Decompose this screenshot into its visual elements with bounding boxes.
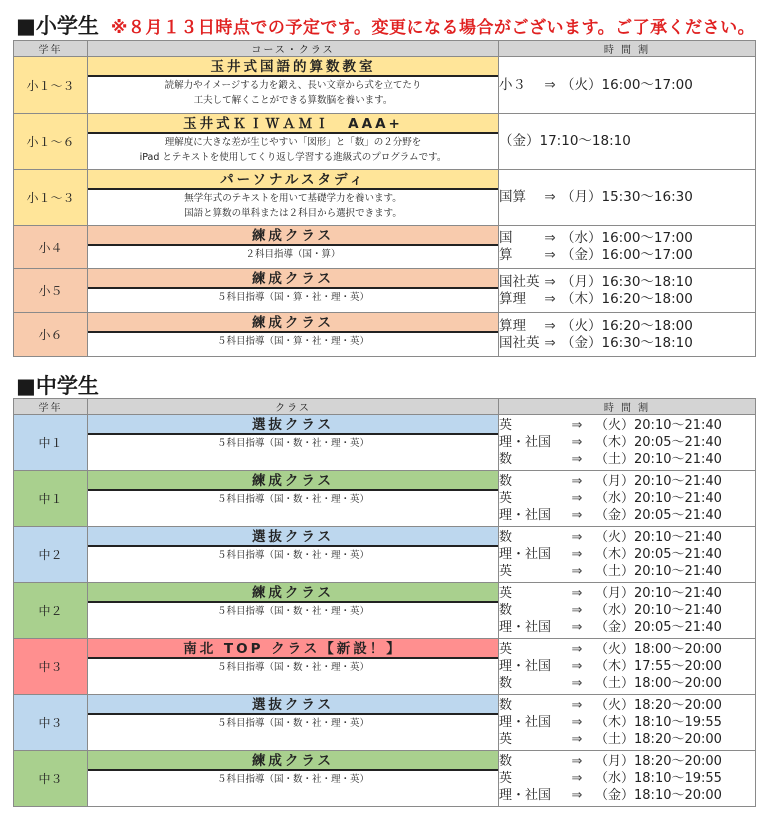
- day-label: （木）: [561, 290, 602, 307]
- day-label: （月）: [561, 273, 602, 290]
- day-label: （土）: [595, 732, 635, 747]
- arrow-icon: ⇒: [571, 547, 583, 562]
- arrow-icon: ⇒: [571, 435, 583, 450]
- times-header: 時 間 割: [499, 41, 756, 57]
- course-description: ５科目指導（国・数・社・理・英）: [216, 662, 369, 673]
- course-description: ５科目指導（国・数・社・理・英）: [216, 606, 369, 617]
- grade-cell: 小１～６: [14, 114, 88, 170]
- time-range: 17:10～18:10: [539, 133, 631, 149]
- course-description: 無学年式のテキストを用いて基礎学力を養います。: [184, 193, 402, 204]
- timetable-cell: [499, 751, 756, 807]
- time-range: 20:05～21:40: [634, 435, 722, 450]
- course-name: 選抜クラス: [88, 527, 498, 547]
- time-line: [499, 335, 755, 352]
- grade-cell: 中３: [14, 639, 88, 695]
- subject-label: 理・社国: [499, 620, 552, 635]
- day-label: （月）: [595, 754, 635, 769]
- day-label: （火）: [561, 317, 602, 334]
- course-cell: [88, 269, 499, 313]
- day-label: （火）: [561, 76, 602, 93]
- timetable-cell: [499, 415, 756, 471]
- timetable-cell: [499, 57, 756, 114]
- course-cell: [88, 170, 499, 226]
- course-header: クラス: [88, 399, 499, 415]
- time-line: [499, 529, 755, 546]
- arrow-icon: ⇒: [571, 659, 583, 674]
- time-range: 16:00～17:00: [601, 247, 693, 263]
- arrow-icon: ⇒: [571, 564, 583, 579]
- arrow-icon: ⇒: [571, 418, 583, 433]
- time-range: 20:10～21:40: [634, 474, 722, 489]
- timetable-cell: [499, 583, 756, 639]
- day-label: （水）: [595, 603, 635, 618]
- time-line: [499, 451, 755, 468]
- timetable-cell: [499, 226, 756, 269]
- day-label: （金）: [595, 620, 635, 635]
- day-label: （火）: [595, 698, 635, 713]
- course-name: 練成クラス: [88, 269, 498, 289]
- course-name: 練成クラス: [88, 313, 498, 333]
- timetable-cell: [499, 695, 756, 751]
- course-description: iPad とテキストを使用してくり返し学習する進級式のプログラムです。: [139, 152, 447, 163]
- course-description: ５科目指導（国・算・社・理・英）: [216, 292, 369, 303]
- course-name: 練成クラス: [88, 471, 498, 491]
- day-label: （金）: [561, 334, 602, 351]
- elementary-section-header: [16, 10, 755, 40]
- day-label: （金）: [595, 508, 635, 523]
- arrow-icon: ⇒: [571, 732, 583, 747]
- course-description: ５科目指導（国・数・社・理・英）: [216, 718, 369, 729]
- time-range: 18:20～20:00: [634, 732, 722, 747]
- time-line: [499, 507, 755, 524]
- course-cell: [88, 226, 499, 269]
- grade-cell: 小４: [14, 226, 88, 269]
- course-cell: [88, 527, 499, 583]
- time-line: [499, 731, 755, 748]
- subject-label: 英: [499, 732, 513, 747]
- subject-label: 国社英: [499, 273, 540, 290]
- subject-label: 数: [499, 452, 513, 467]
- time-range: 20:10～21:40: [634, 418, 722, 433]
- course-name: 選抜クラス: [88, 415, 498, 435]
- day-label: （月）: [595, 474, 635, 489]
- middle-schedule-table: [13, 398, 756, 807]
- timetable-cell: [499, 114, 756, 170]
- time-range: 20:10～21:40: [634, 603, 722, 618]
- schedule-notice: ※８月１３日時点での予定です。変更になる場合がございます。ご了承ください。: [110, 18, 756, 38]
- subject-label: 英: [499, 418, 513, 433]
- time-line: [499, 641, 755, 658]
- day-label: （土）: [595, 676, 635, 691]
- time-line: [499, 189, 755, 206]
- arrow-icon: ⇒: [544, 76, 556, 93]
- time-range: 20:10～21:40: [634, 452, 722, 467]
- course-name: 玉井式ＫＩＷＡＭＩ AAA+: [88, 114, 498, 134]
- course-cell: [88, 415, 499, 471]
- time-line: [499, 787, 755, 804]
- time-line: [499, 619, 755, 636]
- arrow-icon: ⇒: [571, 491, 583, 506]
- time-line: [499, 291, 755, 308]
- arrow-icon: ⇒: [571, 603, 583, 618]
- time-line: [499, 490, 755, 507]
- arrow-icon: ⇒: [544, 189, 556, 205]
- subject-label: 算: [499, 247, 513, 263]
- course-description: 工夫して解くことができる算数脳を養います。: [193, 95, 393, 106]
- grade-cell: 中１: [14, 471, 88, 527]
- course-cell: [88, 57, 499, 114]
- course-description: ５科目指導（国・数・社・理・英）: [216, 438, 369, 449]
- arrow-icon: ⇒: [571, 754, 583, 769]
- time-range: 20:10～21:40: [634, 586, 722, 601]
- arrow-icon: ⇒: [571, 788, 583, 803]
- subject-label: 小３: [499, 76, 526, 93]
- time-line: [499, 318, 755, 335]
- time-range: 16:20～18:00: [601, 317, 693, 334]
- day-label: （土）: [595, 564, 635, 579]
- time-line: [499, 133, 755, 150]
- time-line: [499, 753, 755, 770]
- table-header-row: [14, 399, 756, 415]
- subject-label: 英: [499, 564, 513, 579]
- timetable-cell: [499, 313, 756, 357]
- table-row: [14, 695, 756, 751]
- day-label: （火）: [595, 418, 635, 433]
- time-range: 16:00～17:00: [601, 76, 693, 93]
- grade-cell: 小１～３: [14, 57, 88, 114]
- arrow-icon: ⇒: [544, 317, 556, 334]
- time-range: 18:00～20:00: [634, 642, 722, 657]
- grade-cell: 小５: [14, 269, 88, 313]
- subject-label: 英: [499, 771, 513, 786]
- time-line: [499, 563, 755, 580]
- time-line: [499, 230, 755, 247]
- course-cell: [88, 313, 499, 357]
- course-cell: [88, 751, 499, 807]
- timetable-cell: [499, 170, 756, 226]
- time-range: 20:05～21:40: [634, 547, 722, 562]
- time-range: 17:55～20:00: [634, 659, 722, 674]
- table-row: [14, 583, 756, 639]
- time-line: [499, 658, 755, 675]
- grade-cell: 中３: [14, 695, 88, 751]
- subject-label: 国: [499, 230, 513, 246]
- subject-label: 数: [499, 754, 513, 769]
- course-name: パーソナルスタディ: [88, 170, 498, 190]
- course-cell: [88, 114, 499, 170]
- course-cell: [88, 471, 499, 527]
- time-range: 20:10～21:40: [634, 491, 722, 506]
- grade-header: 学年: [14, 41, 88, 57]
- grade-cell: 中１: [14, 415, 88, 471]
- course-description: 国語と算数の単科または２科目から選択できます。: [184, 208, 402, 219]
- time-range: 15:30～16:30: [601, 189, 693, 205]
- day-label: （木）: [595, 659, 635, 674]
- subject-label: 国社英: [499, 334, 540, 351]
- subject-label: 数: [499, 676, 513, 691]
- day-label: （金）: [595, 788, 635, 803]
- arrow-icon: ⇒: [544, 273, 556, 290]
- course-name: 練成クラス: [88, 226, 498, 246]
- course-description: 理解度に大きな差が生じやすい「図形」と「数」の２分野を: [164, 137, 422, 148]
- subject-label: 国算: [499, 189, 526, 205]
- timetable-cell: [499, 527, 756, 583]
- day-label: （木）: [595, 435, 635, 450]
- day-label: （金）: [561, 247, 602, 263]
- arrow-icon: ⇒: [544, 247, 556, 263]
- subject-label: 理・社国: [499, 508, 552, 523]
- course-name: 選抜クラス: [88, 695, 498, 715]
- table-row: [14, 313, 756, 357]
- time-range: 20:10～21:40: [634, 530, 722, 545]
- arrow-icon: ⇒: [571, 771, 583, 786]
- table-row: [14, 269, 756, 313]
- course-name: 南北 TOP クラス【新設！】: [88, 639, 498, 659]
- time-range: 16:20～18:00: [601, 290, 693, 307]
- arrow-icon: ⇒: [571, 620, 583, 635]
- day-label: （月）: [595, 586, 635, 601]
- subject-label: 数: [499, 603, 513, 618]
- grade-cell: 中３: [14, 751, 88, 807]
- course-description: ５科目指導（国・数・社・理・英）: [216, 550, 369, 561]
- subject-label: 英: [499, 642, 513, 657]
- course-description: ５科目指導（国・数・社・理・英）: [216, 494, 369, 505]
- day-label: （水）: [595, 491, 635, 506]
- subject-label: 理・社国: [499, 788, 552, 803]
- table-row: [14, 751, 756, 807]
- time-line: [499, 770, 755, 787]
- grade-header: 学年: [14, 399, 88, 415]
- time-range: 20:10～21:40: [634, 564, 722, 579]
- day-label: （火）: [595, 530, 635, 545]
- table-row: [14, 114, 756, 170]
- time-range: 20:05～21:40: [634, 620, 722, 635]
- timetable-cell: [499, 471, 756, 527]
- subject-label: 数: [499, 530, 513, 545]
- table-row: [14, 415, 756, 471]
- course-cell: [88, 639, 499, 695]
- day-label: （土）: [595, 452, 635, 467]
- time-range: 16:30～18:10: [601, 334, 693, 351]
- day-label: （水）: [595, 771, 635, 786]
- grade-cell: 中２: [14, 527, 88, 583]
- time-line: [499, 473, 755, 490]
- arrow-icon: ⇒: [571, 715, 583, 730]
- arrow-icon: ⇒: [544, 290, 556, 307]
- time-range: 18:20～20:00: [634, 754, 722, 769]
- subject-label: 理・社国: [499, 435, 552, 450]
- course-description: ２科目指導（国・算）: [245, 249, 341, 260]
- time-line: [499, 434, 755, 451]
- course-name: 玉井式国語的算数教室: [88, 57, 498, 77]
- table-row: [14, 226, 756, 269]
- middle-title: ■中学生: [16, 374, 99, 398]
- day-label: （月）: [561, 189, 602, 205]
- time-range: 20:05～21:40: [634, 508, 722, 523]
- course-name: 練成クラス: [88, 583, 498, 603]
- arrow-icon: ⇒: [571, 676, 583, 691]
- course-name: 練成クラス: [88, 751, 498, 771]
- course-cell: [88, 695, 499, 751]
- arrow-icon: ⇒: [544, 334, 556, 351]
- grade-cell: 小１～３: [14, 170, 88, 226]
- arrow-icon: ⇒: [571, 530, 583, 545]
- day-label: （金）: [499, 133, 540, 149]
- elementary-title: ■小学生: [16, 14, 99, 38]
- time-line: [499, 714, 755, 731]
- table-row: [14, 170, 756, 226]
- day-label: （水）: [561, 230, 602, 246]
- time-range: 16:00～17:00: [601, 230, 693, 246]
- grade-cell: 中２: [14, 583, 88, 639]
- timetable-cell: [499, 269, 756, 313]
- subject-label: 算理: [499, 317, 526, 334]
- table-row: [14, 639, 756, 695]
- time-range: 18:20～20:00: [634, 698, 722, 713]
- time-line: [499, 546, 755, 563]
- arrow-icon: ⇒: [571, 508, 583, 523]
- time-line: [499, 274, 755, 291]
- time-range: 16:30～18:10: [601, 273, 693, 290]
- subject-label: 英: [499, 491, 513, 506]
- timetable-cell: [499, 639, 756, 695]
- time-line: [499, 585, 755, 602]
- elementary-schedule-table: [13, 40, 756, 357]
- time-line: [499, 77, 755, 94]
- subject-label: 英: [499, 586, 513, 601]
- time-line: [499, 675, 755, 692]
- time-range: 18:10～20:00: [634, 788, 722, 803]
- grade-cell: 小６: [14, 313, 88, 357]
- day-label: （木）: [595, 547, 635, 562]
- course-cell: [88, 583, 499, 639]
- table-header-row: [14, 41, 756, 57]
- course-description: ５科目指導（国・数・社・理・英）: [216, 774, 369, 785]
- time-line: [499, 247, 755, 264]
- arrow-icon: ⇒: [571, 698, 583, 713]
- middle-section-header: [16, 370, 99, 400]
- subject-label: 数: [499, 698, 513, 713]
- course-description: 読解力やイメージする力を鍛え、長い文章から式を立てたり: [164, 80, 422, 91]
- course-description: ５科目指導（国・算・社・理・英）: [216, 336, 369, 347]
- arrow-icon: ⇒: [571, 474, 583, 489]
- arrow-icon: ⇒: [544, 230, 556, 246]
- time-range: 18:00～20:00: [634, 676, 722, 691]
- course-header: コース・クラス: [88, 41, 499, 57]
- arrow-icon: ⇒: [571, 452, 583, 467]
- arrow-icon: ⇒: [571, 586, 583, 601]
- subject-label: 理・社国: [499, 715, 552, 730]
- time-line: [499, 602, 755, 619]
- subject-label: 算理: [499, 290, 526, 307]
- subject-label: 数: [499, 474, 513, 489]
- day-label: （火）: [595, 642, 635, 657]
- time-line: [499, 417, 755, 434]
- table-row: [14, 57, 756, 114]
- table-row: [14, 527, 756, 583]
- arrow-icon: ⇒: [571, 642, 583, 657]
- table-row: [14, 471, 756, 527]
- times-header: 時 間 割: [499, 399, 756, 415]
- subject-label: 理・社国: [499, 547, 552, 562]
- time-range: 18:10～19:55: [634, 715, 722, 730]
- time-range: 18:10～19:55: [634, 771, 722, 786]
- time-line: [499, 697, 755, 714]
- subject-label: 理・社国: [499, 659, 552, 674]
- day-label: （木）: [595, 715, 635, 730]
